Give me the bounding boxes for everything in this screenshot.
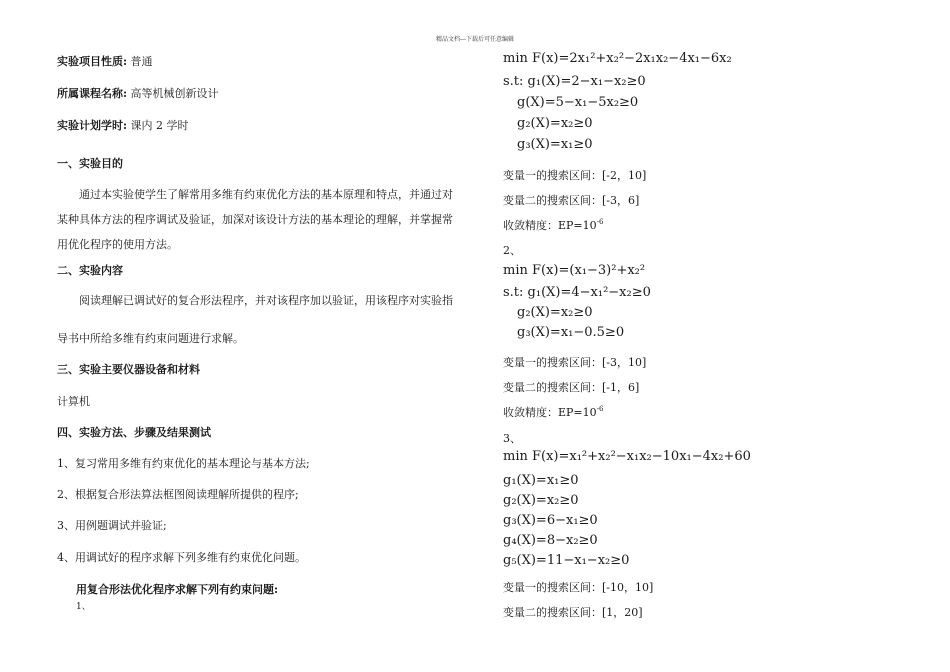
- p3-constraint: g₁(X)=x₁≥0: [503, 473, 579, 488]
- p1-constraint: s.t: g₁(X)=2−x₁−x₂≥0: [503, 74, 646, 89]
- p3-objective: min F(x)=x₁²+x₂²−x₁x₂−10x₁−4x₂+60: [503, 449, 751, 464]
- p2-range-2: 变量二的搜索区间：[-1，6]: [503, 381, 640, 394]
- p2-range-1: 变量一的搜索区间：[-3，10]: [503, 356, 647, 369]
- p1-precision: 收敛精度：$EP=10^{-6}$: [503, 218, 604, 232]
- section-3-heading: 三、实验主要仪器设备和材料: [57, 363, 200, 376]
- p2-constraint: s.t: g₁(X)=4−x₁²−x₂≥0: [503, 285, 651, 300]
- p3-constraint: g₅(X)=11−x₁−x₂≥0: [503, 553, 630, 568]
- p2-objective: min F(x)=(x₁−3)²+x₂²: [503, 263, 646, 278]
- p1-range-2: 变量二的搜索区间：[-3，6]: [503, 194, 640, 207]
- section-3-text: 计算机: [57, 395, 90, 408]
- step-1: 1、复习常用多维有约束优化的基本理论与基本方法;: [57, 457, 310, 470]
- section-2-heading: 二、实验内容: [57, 264, 123, 277]
- section-4-heading: 四、实验方法、步骤及结果测试: [57, 426, 211, 439]
- p3-constraint: g₄(X)=8−x₂≥0: [503, 533, 598, 548]
- task-title: 用复合形法优化程序求解下列有约束问题:: [76, 583, 279, 596]
- section-1-text: 用优化程序的使用方法。: [57, 238, 178, 251]
- meta-course: 所属课程名称: 高等机械创新设计: [57, 87, 219, 100]
- p1-range-1: 变量一的搜索区间：[-2，10]: [503, 169, 647, 182]
- meta-hours: 实验计划学时: 课内 2 学时: [57, 119, 189, 132]
- p2-precision: 收敛精度：$EP=10^{-6}$: [503, 405, 604, 419]
- p2-constraint: g₃(X)=x₁−0.5≥0: [517, 325, 625, 340]
- p3-range-2: 变量二的搜索区间：[1，20]: [503, 606, 643, 619]
- meta-nature: 实验项目性质: 普通: [57, 55, 153, 68]
- p3-range-1: 变量一的搜索区间：[-10，10]: [503, 581, 654, 594]
- p1-constraint: g₃(X)=x₁≥0: [517, 137, 593, 152]
- step-2: 2、根据复合形法算法框图阅读理解所提供的程序;: [57, 488, 299, 501]
- p3-number: 3、: [503, 432, 521, 445]
- p3-constraint: g₃(X)=6−x₁≥0: [503, 513, 598, 528]
- p2-constraint: g₂(X)=x₂≥0: [517, 305, 593, 320]
- p3-constraint: g₂(X)=x₂≥0: [503, 493, 579, 508]
- section-2-text: 阅读理解已调试好的复合形法程序，并对该程序加以验证，用该程序对实验指: [79, 294, 453, 307]
- section-1-heading: 一、实验目的: [57, 157, 123, 170]
- section-1-text: 通过本实验使学生了解常用多维有约束优化方法的基本原理和特点，并通过对: [79, 188, 453, 201]
- section-2-text: 导书中所给多维有约束问题进行求解。: [57, 332, 244, 345]
- step-4: 4、用调试好的程序求解下列多维有约束优化问题。: [57, 551, 306, 564]
- page-header: 精品文档---下载后可任意编辑: [435, 36, 515, 43]
- p2-number: 2、: [503, 244, 521, 257]
- p1-constraint: g(X)=5−x₁−5x₂≥0: [517, 95, 639, 110]
- task-number: 1、: [76, 602, 91, 612]
- p1-objective: min F(x)=2x₁²+x₂²−2x₁x₂−4x₁−6x₂: [503, 51, 732, 66]
- section-1-text: 某种具体方法的程序调试及验证，加深对该设计方法的基本理论的理解，并掌握常: [57, 213, 453, 226]
- p1-constraint: g₂(X)=x₂≥0: [517, 116, 593, 131]
- step-3: 3、用例题调试并验证;: [57, 519, 167, 532]
